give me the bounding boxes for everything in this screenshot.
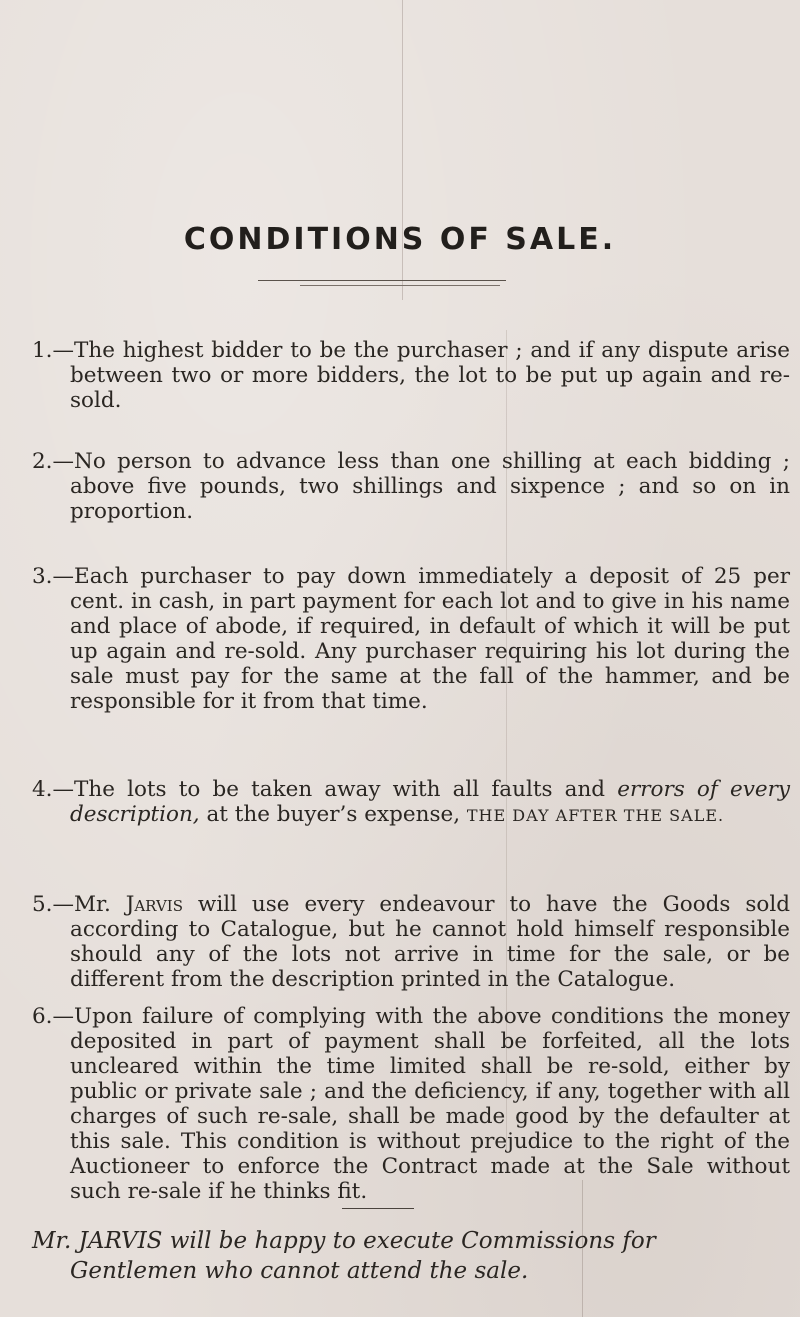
condition-clause-2 [32, 449, 790, 524]
commissions-note [32, 1226, 792, 1286]
title-rule [300, 285, 500, 286]
commissions-note-line: Mr. JARVIS will be happy to execute Commissions for [32, 1228, 656, 1254]
clause-text: —The highest bidder to be the purchaser ; and if any dispute arise between two or more bidders, the lot to be put up again and re-sold. [52, 338, 790, 413]
clause-number: 5. [32, 892, 53, 917]
commissions-note-line: Gentlemen who cannot attend the sale. [70, 1258, 529, 1284]
clause-text: —Mr. [52, 892, 126, 917]
condition-clause-1 [32, 338, 790, 413]
section-separator [342, 1208, 414, 1209]
auctioneer-name: Jarvis [125, 892, 183, 917]
clause-text: —The lots to be taken away with all faults and [52, 777, 618, 802]
clause-text-caps: THE DAY AFTER THE SALE. [466, 806, 725, 825]
clause-text-italic: errors of every description, [70, 777, 790, 827]
clause-text: —Each purchaser to pay down immediately a deposit of 25 per cent. in cash, in part payment for each lot and to give in his name and place of abode, if required, in default of which it will be put up again and re-sold. Any purchaser requiring his lot during the sale must pay for the same at the fall of the hammer, and be responsible for it from that time. [52, 564, 790, 714]
clause-number: 4. [32, 777, 53, 802]
condition-clause-3 [32, 564, 790, 714]
title-rule [258, 280, 506, 281]
page-title: CONDITIONS OF SALE. [183, 222, 617, 257]
clause-number: 3. [32, 564, 53, 589]
clause-text: at the buyer’s expense, [199, 802, 467, 827]
condition-clause-4 [32, 777, 790, 828]
clause-text: will use every endeavour to have the Goods sold according to Catalogue, but he cannot hold himself responsible should any of the lots not arrive in time for the sale, or be different from the description printed in the Catalogue. [70, 892, 790, 992]
clause-text: —No person to advance less than one shilling at each bidding ; above five pounds, two shillings and sixpence ; and so on in proportion. [52, 449, 790, 524]
clause-number: 2. [32, 449, 53, 474]
condition-clause-6 [32, 1004, 790, 1204]
clause-number: 1. [32, 338, 53, 363]
clause-number: 6. [32, 1004, 53, 1029]
condition-clause-5 [32, 892, 790, 992]
clause-text: —Upon failure of complying with the above conditions the money deposited in part of payment shall be forfeited, all the lots uncleared within the time limited shall be re-sold, either by public or private sale ; and the deficiency, if any, together with all charges of such re-sale, shall be made good by the defaulter at this sale. This condition is without prejudice to the right of the Auctioneer to enforce the Contract made at the Sale without such re-sale if he thinks fit. [52, 1004, 790, 1204]
